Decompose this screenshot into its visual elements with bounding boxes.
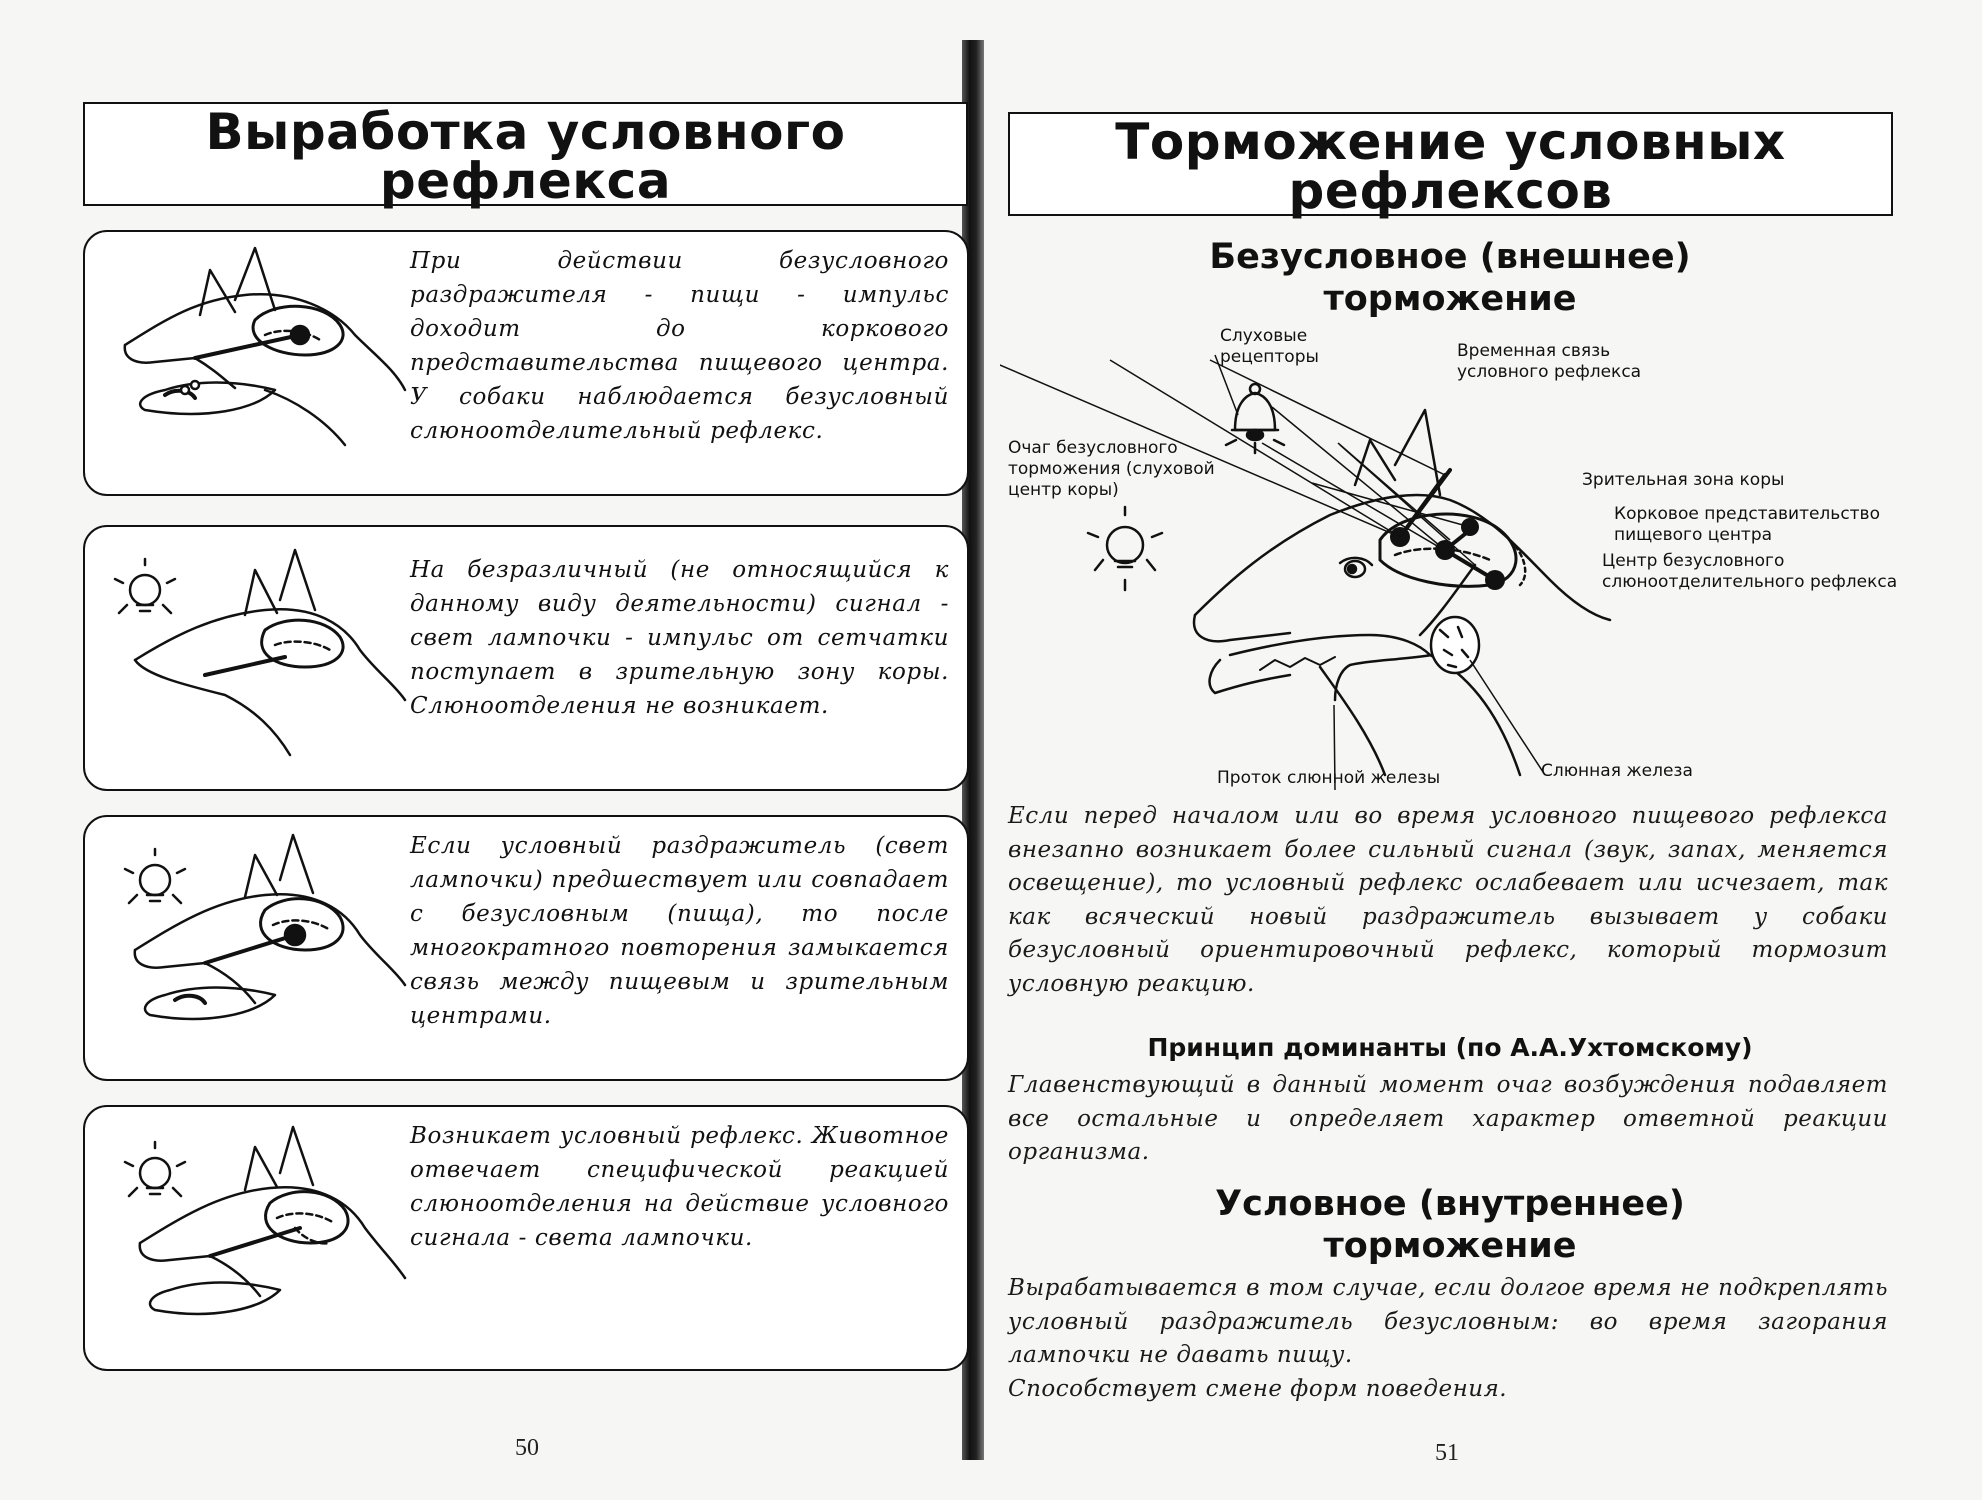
left-title-line2: рефлекса (379, 152, 672, 210)
lamp-icon (1107, 527, 1143, 563)
page-number-left: 50 (515, 1435, 539, 1461)
external-inhibition-paragraph: Если перед началом или во время условного пищевого рефлекса внезапно возникает более сильный сигнал (звук, запах, меняется освещение), то условный рефлекс ослабевает или исчезает, так как всяческий новый раздражитель вызывает у собаки безусловный ориентировочный рефлекс, который тормозит условную реакцию. (1008, 803, 1888, 997)
section2-line2: торможение (1323, 1226, 1577, 1266)
dog-head-food-illustration (105, 240, 445, 480)
right-title-line2: рефлексов (1288, 162, 1613, 220)
card-3-text: Если условный раздражитель (свет лампочки) предшествует или совпадает с безусловным (пища), то после многократного повторения замыкается связь между пищевым и зрительным центрами. (410, 833, 949, 1029)
label-inhibition-focus: Очаг безусловного торможения (слуховой центр коры) (1008, 438, 1215, 500)
behavior-change-paragraph: Способствует смене форм поведения. (1008, 1376, 1508, 1402)
label-salivary-duct: Проток слюнной железы (1217, 768, 1441, 788)
label-food-center: Корковое представительство пищевого центра (1614, 504, 1880, 545)
left-title-line1: Выработка условного (205, 103, 846, 161)
reflex-card-2 (83, 525, 969, 791)
label-temporary-link: Временная связь условного рефлекса (1457, 341, 1642, 382)
reflex-card-1 (83, 230, 969, 496)
section-external-inhibition-heading (1140, 236, 1760, 320)
dog-head-conditioned-illustration (105, 1115, 445, 1355)
dominant-principle-heading: Принцип доминанты (по А.А.Ухтомскому) (1147, 1033, 1753, 1062)
left-page-title (83, 102, 968, 210)
reflex-card-4 (83, 1105, 969, 1371)
dominant-principle-paragraph: Главенствующий в данный момент очаг возбуждения подавляет все остальные и определяет характер ответной реакции организма. (1008, 1072, 1888, 1165)
reflex-card-3 (83, 815, 969, 1081)
section1-line1: Безусловное (внешнее) (1209, 237, 1691, 277)
page-number-right: 51 (1435, 1440, 1459, 1466)
label-salivary-gland: Слюнная железа (1541, 761, 1693, 781)
section2-line1: Условное (внутреннее) (1215, 1184, 1685, 1224)
internal-inhibition-paragraph: Вырабатывается в том случае, если долгое время не подкреплять условный раздражитель безусловным: во время загорания лампочки не давать пищу. (1008, 1275, 1888, 1368)
section1-line2: торможение (1323, 279, 1577, 319)
card-4-text: Возникает условный рефлекс. Животное отвечает специфической реакцией слюноотделения на действие условного сигнала - света лампочки. (410, 1123, 949, 1251)
label-auditory-receptors: Слуховые рецепторы (1220, 326, 1319, 367)
label-salivation-center: Центр безусловного слюноотделительного рефлекса (1602, 551, 1898, 592)
dog-head-light-food-illustration (105, 825, 445, 1065)
card-1-text: При действии безусловного раздражителя - пищи - импульс доходит до коркового представительства пищевого центра. У собаки наблюдается безусловный слюноотделительный рефлекс. (410, 248, 949, 444)
card-2-text: На безразличный (не относящийся к данному виду деятельности) сигнал - свет лампочки - импульс от сетчатки поступает в зрительную зону коры. Слюноотделения не возникает. (410, 557, 949, 719)
right-title-line1: Торможение условных (1115, 113, 1786, 171)
right-page-title (1008, 112, 1893, 220)
bell-icon (1235, 393, 1275, 430)
label-visual-zone: Зрительная зона коры (1582, 470, 1785, 490)
section-internal-inhibition-heading (1130, 1183, 1770, 1267)
dog-head-light-illustration (105, 535, 445, 775)
